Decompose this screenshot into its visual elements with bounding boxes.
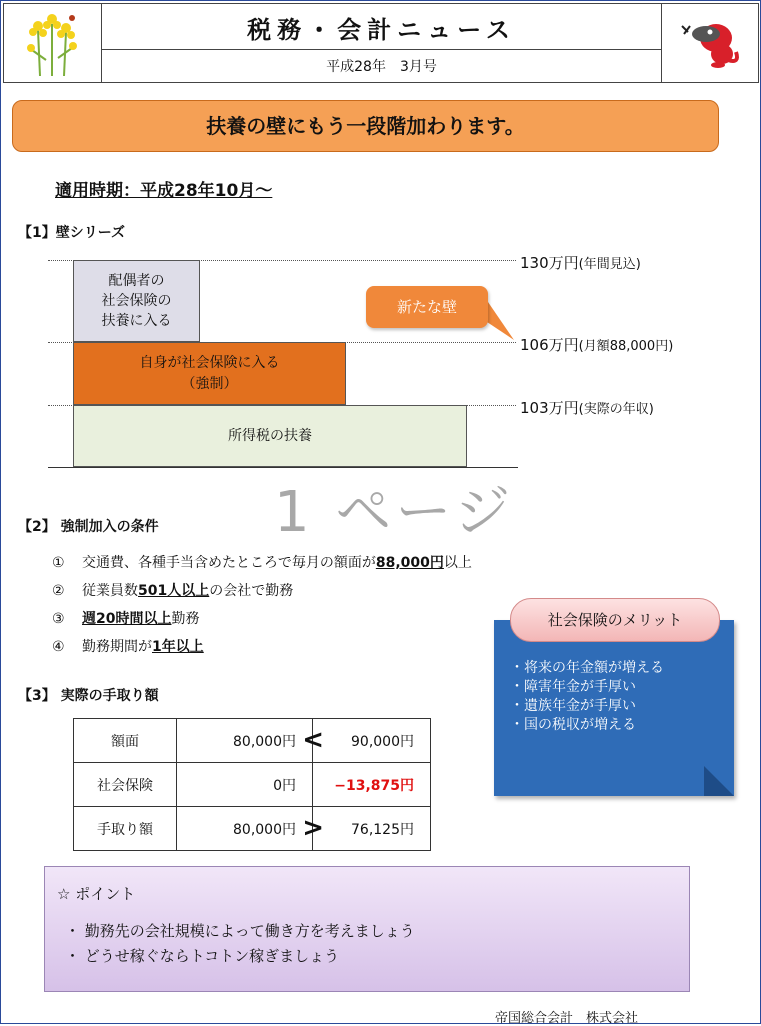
condition-text: 従業員数	[82, 583, 138, 599]
condition-number: ①	[52, 555, 65, 571]
merit-item: ・遺族年金が手厚い	[510, 698, 636, 714]
table-row	[74, 763, 431, 807]
merit-list	[510, 659, 664, 735]
newsletter-title: 税務・会計ニュース	[247, 16, 516, 44]
merit-item: ・将来の年金額が増える	[510, 660, 664, 676]
merit-item: ・国の税収が増える	[510, 717, 636, 733]
condition-text: 勤務期間が	[82, 639, 152, 655]
header-divider	[661, 3, 662, 82]
value-cell	[177, 763, 313, 807]
page-watermark: 1 ページ	[274, 480, 515, 545]
section-heading: 【3】 実際の手取り額	[18, 688, 159, 704]
new-wall-callout: 新たな壁	[366, 286, 488, 328]
condition-number: ③	[52, 611, 65, 627]
condition-emphasis: 501人以上	[138, 583, 210, 599]
condition-item	[52, 636, 204, 656]
point-list	[65, 919, 415, 969]
condition-emphasis: 88,000円	[375, 555, 444, 571]
section-heading: 【1】壁シリーズ	[18, 225, 126, 241]
company-name: 帝国総合会計 株式会社	[495, 1011, 639, 1026]
condition-number: ②	[52, 583, 65, 599]
value-b: 76,125円	[313, 807, 431, 851]
self-insurance-label: 自身が社会保険に入る	[139, 355, 280, 372]
value-cell	[177, 807, 324, 851]
level-amount: 103万円	[520, 399, 579, 417]
headline-banner: 扶養の壁にもう一段階加わります。	[12, 100, 719, 152]
mascot-icon	[676, 12, 744, 70]
condition-text: 勤務	[171, 611, 200, 627]
effective-period: 適用時期：平成28年10月～	[55, 181, 273, 201]
point-item: ・ 勤務先の会社規模によって働き方を考えましょう	[65, 922, 415, 940]
level-label-103	[520, 397, 654, 418]
condition-item	[52, 608, 199, 628]
header-divider	[102, 49, 661, 50]
level-amount: 106万円	[520, 336, 579, 354]
row-label: 額面	[74, 719, 177, 763]
value-a: 80,000円	[233, 821, 296, 838]
merit-title: 社会保険のメリット	[510, 598, 720, 642]
level-note: (実際の年収)	[578, 402, 654, 417]
point-title: ☆ ポイント	[57, 885, 136, 903]
merit-box-fold	[704, 766, 734, 796]
condition-text: の会社で勤務	[209, 583, 294, 599]
condition-text: 交通費、各種手当含めたところで毎月の額面が	[82, 555, 376, 571]
value-a: 0円	[273, 777, 296, 794]
point-item: ・ どうせ稼ぐならトコトン稼ぎましょう	[65, 947, 340, 965]
rapeseed-flower-icon	[22, 10, 82, 78]
level-note: (年間見込)	[578, 257, 641, 272]
income-tax-block: 所得税の扶養	[73, 405, 467, 467]
point-box	[44, 866, 690, 992]
self-insurance-block	[73, 342, 346, 405]
condition-number: ④	[52, 639, 65, 655]
condition-emphasis: 1年以上	[152, 639, 204, 655]
take-home-table	[73, 718, 431, 851]
merit-item: ・障害年金が手厚い	[510, 679, 636, 695]
less-than-symbol: <	[302, 725, 324, 755]
level-label-130	[520, 252, 641, 273]
greater-than-symbol: >	[302, 813, 324, 843]
level-label-106	[520, 334, 673, 355]
condition-text: 以上	[443, 555, 472, 571]
value-a: 80,000円	[233, 733, 296, 750]
condition-emphasis: 週20時間以上	[82, 611, 172, 627]
issue-date: 平成28年 3月号	[326, 59, 437, 75]
condition-item	[52, 580, 293, 600]
value-cell	[177, 719, 324, 763]
value-b: 90,000円	[313, 719, 431, 763]
section-heading: 【2】 強制加入の条件	[18, 519, 159, 535]
level-note: (月額88,000円)	[578, 339, 674, 354]
row-label: 社会保険	[74, 763, 177, 807]
row-label: 手取り額	[74, 807, 177, 851]
table-row	[74, 807, 431, 851]
mandatory-label: （強制）	[181, 375, 238, 392]
table-row	[74, 719, 431, 763]
level-amount: 130万円	[520, 254, 579, 272]
value-b: −13,875円	[313, 763, 431, 807]
condition-item	[52, 552, 472, 572]
spouse-insurance-block: 配偶者の 社会保険の 扶養に入る	[73, 260, 200, 342]
